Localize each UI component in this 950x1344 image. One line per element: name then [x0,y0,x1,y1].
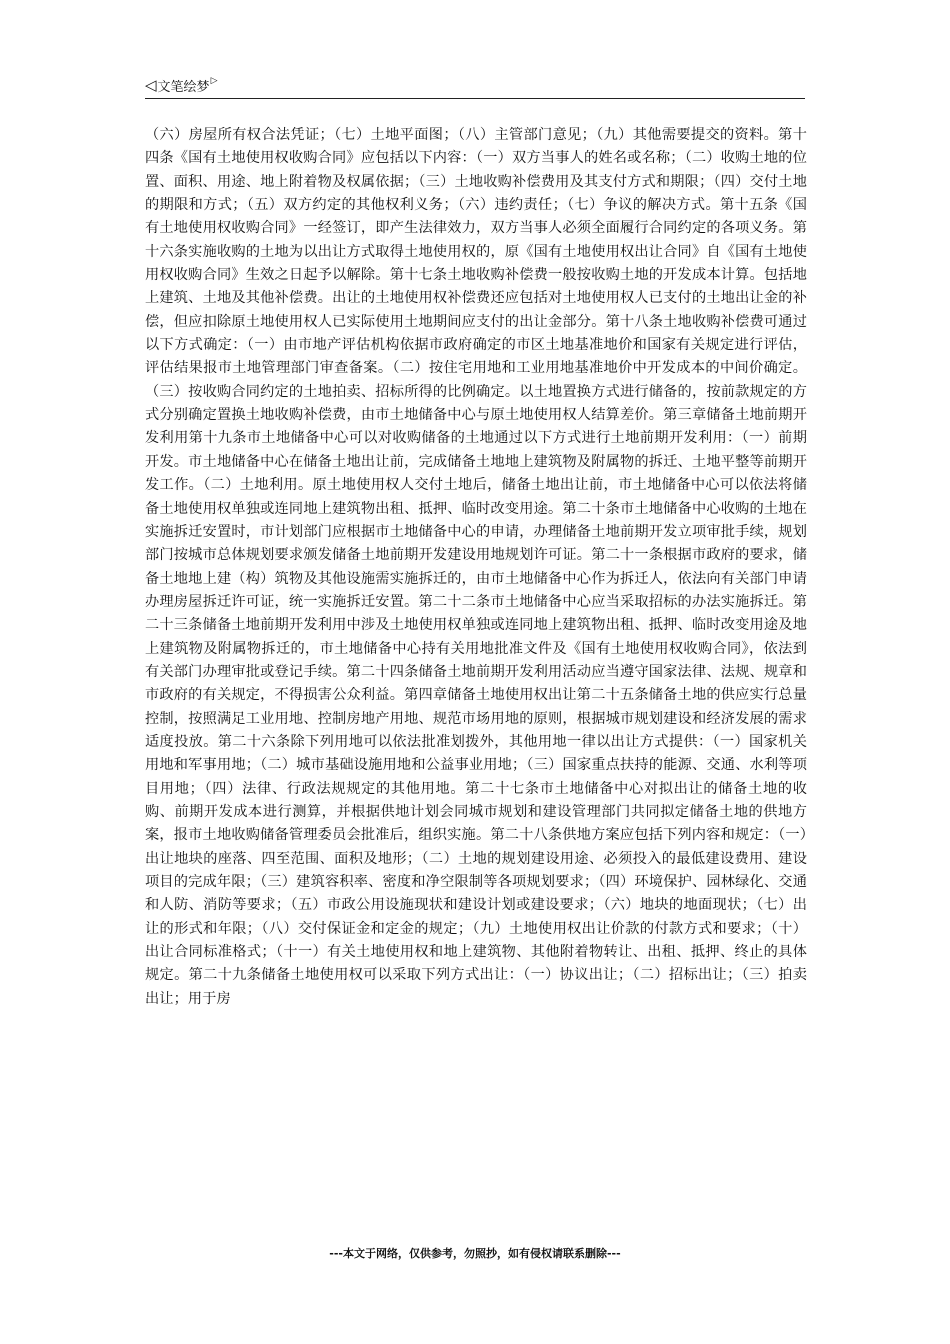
brand-logo [145,76,217,95]
page-header [145,74,805,99]
document-body-text: （六）房屋所有权合法凭证；（七）土地平面图；（八）主管部门意见；（九）其他需要提交的资料。第十四条《国有土地使用权收购合同》应包括以下内容：（一）双方当事人的姓名或名称；（二）收购土地的位置、面积、用途、地上附着物及权属依据；（三）土地收购补偿费用及其支付方式和期限；（四）交付土地的期限和方式；（五）双方约定的其他权利义务；（六）违约责任；（七）争议的解决方式。第十五条《国有土地使用权收购合同》一经签订，即产生法律效力，双方当事人必须全面履行合同约定的各项义务。第十六条实施收购的土地为以出让方式取得土地使用权的，原《国有土地使用权出让合同》自《国有土地使用权收购合同》生效之日起予以解除。第十七条土地收购补偿费一般按收购土地的开发成本计算。包括地上建筑、土地及其他补偿费。出让的土地使用权补偿费还应包括对土地使用权人已支付的土地出让金的补偿，但应扣除原土地使用权人已实际使用土地期间应支付的出让金部分。第十八条土地收购补偿费可通过以下方式确定：（一）由市地产评估机构依据市政府确定的市区土地基准地价和国家有关规定进行评估，评估结果报市土地管理部门审查备案。（二）按住宅用地和工业用地基准地价中开发成本的中间价确定。（三）按收购合同约定的土地拍卖、招标所得的比例确定。以土地置换方式进行储备的，按前款规定的方式分别确定置换土地收购补偿费，由市土地储备中心与原土地使用权人结算差价。第三章储备土地前期开发利用第十九条市土地储备中心可以对收购储备的土地通过以下方式进行土地前期开发利用：（一）前期开发。市土地储备中心在储备土地出让前，完成储备土地地上建筑物及附属物的拆迁、土地平整等前期开发工作。（二）土地利用。原土地使用权人交付土地后，储备土地出让前，市土地储备中心可以依法将储备土地使用权单独或连同地上建筑物出租、抵押、临时改变用途。第二十条市土地储备中心收购的土地在实施拆迁安置时，市计划部门应根据市土地储备中心的申请，办理储备土地前期开发立项审批手续，规划部门按城市总体规划要求颁发储备土地前期开发建设用地规划许可证。第二十一条根据市政府的要求，储备土地地上建（构）筑物及其他设施需实施拆迁的，由市土地储备中心作为拆迁人，依法向有关部门申请办理房屋拆迁许可证，统一实施拆迁安置。第二十二条市土地储备中心应当采取招标的办法实施拆迁。第二十三条储备土地前期开发利用中涉及土地使用权单独或连同地上建筑物出租、抵押、临时改变用途及地上建筑物及附属物拆迁的，市土地储备中心持有关用地批准文件及《国有土地使用权收购合同》，依法到有关部门办理审批或登记手续。第二十四条储备土地前期开发利用活动应当遵守国家法律、法规、规章和市政府的有关规定，不得损害公众利益。第四章储备土地使用权出让第二十五条储备土地的供应实行总量控制，按照满足工业用地、控制房地产用地、规范市场用地的原则，根据城市规划建设和经济发展的需求适度投放。第二十六条除下列用地可以依法批准划拨外，其他用地一律以出让方式提供：（一）国家机关用地和军事用地；（二）城市基础设施用地和公益事业用地；（三）国家重点扶持的能源、交通、水利等项目用地；（四）法律、行政法规规定的其他用地。第二十七条市土地储备中心对拟出让的储备土地的收购、前期开发成本进行测算，并根据供地计划会同城市规划和建设管理部门共同拟定储备土地的供地方案，报市土地收购储备管理委员会批准后，组织实施。第二十八条供地方案应包括下列内容和规定：（一）出让地块的座落、四至范围、面积及地形；（二）土地的规划建设用途、必须投入的最低建设费用、建设项目的完成年限；（三）建筑容积率、密度和净空限制等各项规划要求；（四）环境保护、园林绿化、交通和人防、消防等要求；（五）市政公用设施现状和建设计划或建设要求；（六）地块的地面现状；（七）出让的形式和年限；（八）交付保证金和定金的规定；（九）土地使用权出让价款的付款方式和要求；（十）出让合同标准格式；（十一）有关土地使用权和地上建筑物、其他附着物转让、出租、抵押、终止的具体规定。第二十九条储备土地使用权可以采取下列方式出让：（一）协议出让；（二）招标出让；（三）拍卖出让；用于房 [145,127,807,1007]
footer-disclaimer: ---本文于网络，仅供参考，勿照抄，如有侵权请联系删除--- [329,1247,621,1260]
brand-text: 文笔绘梦 [157,80,210,95]
triangle-right-icon: ▷ [210,76,218,86]
triangle-left-icon: ◁ [145,76,157,94]
